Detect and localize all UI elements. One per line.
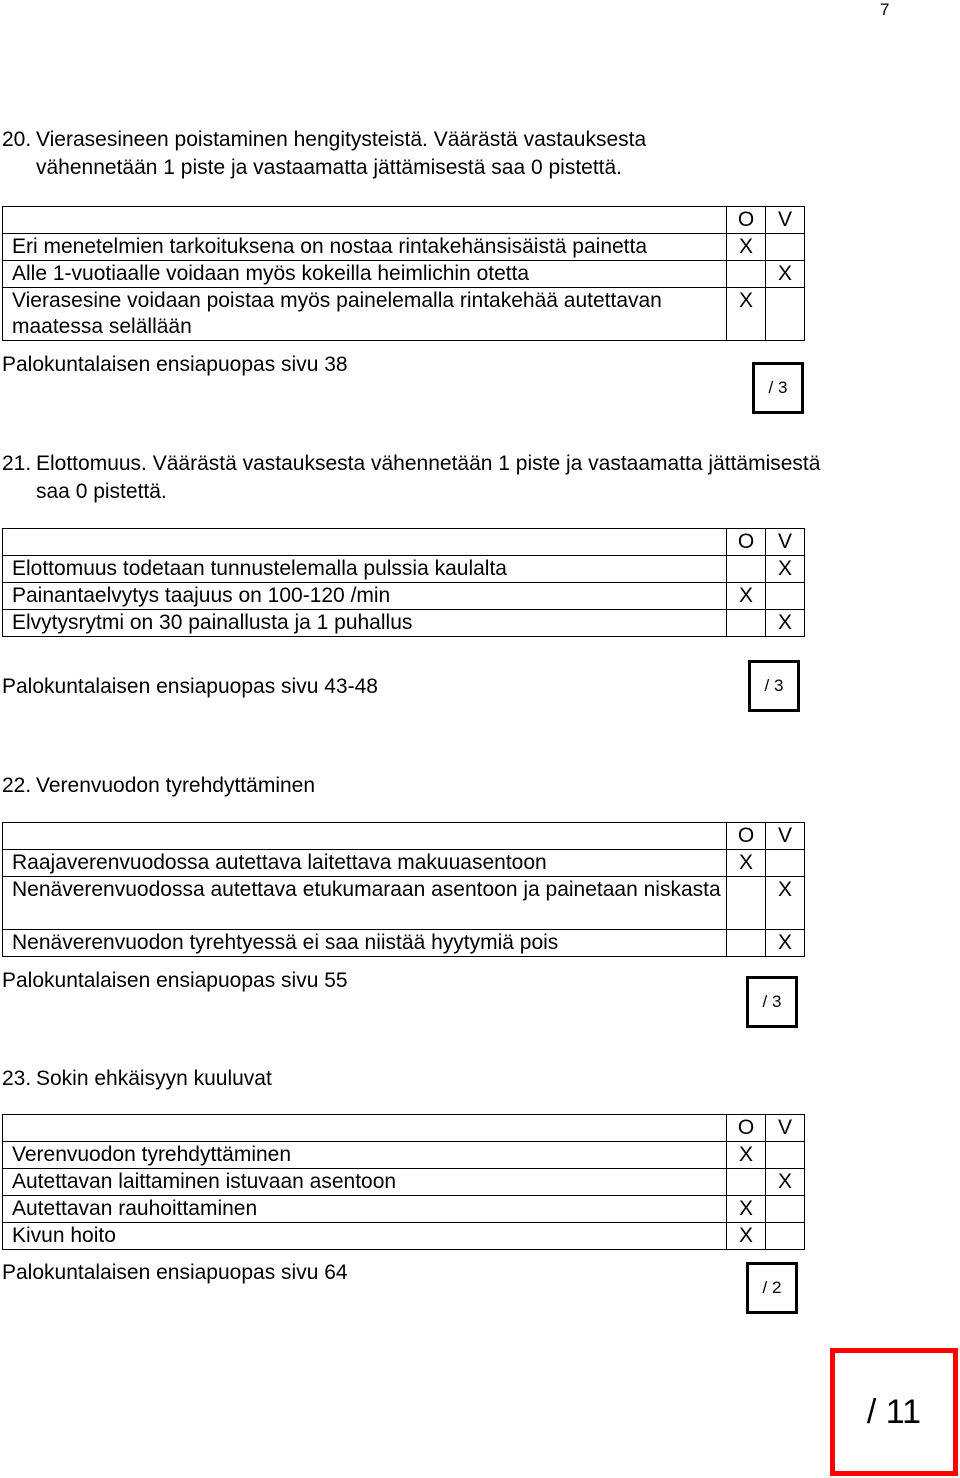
- question-number: 23.: [2, 1067, 32, 1090]
- answer-o: [727, 610, 766, 637]
- answer-v: X: [766, 1169, 805, 1196]
- answer-table: [2, 528, 805, 637]
- table-row: [3, 261, 805, 288]
- score-box: / 3: [752, 362, 804, 414]
- source-reference: Palokuntalaisen ensiapuopas sivu 55: [2, 969, 348, 992]
- statement: Nenäverenvuodossa autettava etukumaraan asentoon ja painetaan niskasta: [3, 877, 727, 930]
- answer-v: [766, 1142, 805, 1169]
- answer-o: X: [727, 583, 766, 610]
- answer-o: [727, 930, 766, 957]
- answer-o: [727, 877, 766, 930]
- table-row: [3, 556, 805, 583]
- answer-table: [2, 822, 805, 957]
- table-row: [3, 877, 805, 930]
- answer-o: X: [727, 234, 766, 261]
- statement: Verenvuodon tyrehdyttäminen: [3, 1142, 727, 1169]
- table-row: [3, 850, 805, 877]
- score-box: / 3: [746, 976, 798, 1028]
- question-number: 20.: [2, 128, 32, 151]
- answer-o: X: [727, 850, 766, 877]
- answer-v: X: [766, 556, 805, 583]
- statement: Vierasesine voidaan poistaa myös painelemalla rintakehää autettavan maatessa selällään: [3, 288, 727, 341]
- question-title: Elottomuus. Väärästä vastauksesta vähennetään 1 piste ja vastaamatta jättämisestä saa 0 pistettä.: [36, 452, 821, 503]
- table-row: [3, 234, 805, 261]
- question-title: Verenvuodon tyrehdyttäminen: [36, 774, 316, 797]
- page-number: 7: [880, 0, 890, 19]
- table-row: [3, 930, 805, 957]
- answer-v: [766, 850, 805, 877]
- table-header-blank: [3, 207, 727, 234]
- answer-o: X: [727, 1196, 766, 1223]
- answer-o: X: [727, 1223, 766, 1250]
- statement: Eri menetelmien tarkoituksena on nostaa rintakehänsisäistä painetta: [3, 234, 727, 261]
- table-header-blank: [3, 823, 727, 850]
- header-o: O: [727, 1115, 766, 1142]
- table-row: [3, 1196, 805, 1223]
- statement: Elvytysrytmi on 30 painallusta ja 1 puhallus: [3, 610, 727, 637]
- answer-v: [766, 1196, 805, 1223]
- answer-v: [766, 1223, 805, 1250]
- answer-o: [727, 1169, 766, 1196]
- question-title: Vierasesineen poistaminen hengitysteistä. Väärästä vastauksesta vähennetään 1 piste ja vastaamatta jättämisestä saa 0 pistettä.: [36, 128, 647, 179]
- table-row: [3, 288, 805, 341]
- question-number: 21.: [2, 452, 32, 475]
- answer-v: [766, 288, 805, 341]
- header-o: O: [727, 529, 766, 556]
- answer-o: X: [727, 288, 766, 341]
- answer-table: [2, 1114, 805, 1250]
- answer-v: X: [766, 610, 805, 637]
- source-reference: Palokuntalaisen ensiapuopas sivu 43-48: [2, 675, 378, 698]
- table-row: [3, 1142, 805, 1169]
- statement: Elottomuus todetaan tunnustelemalla pulssia kaulalta: [3, 556, 727, 583]
- table-row: [3, 1169, 805, 1196]
- source-reference: Palokuntalaisen ensiapuopas sivu 38: [2, 353, 348, 376]
- header-v: V: [766, 529, 805, 556]
- answer-table: [2, 206, 805, 341]
- answer-v: X: [766, 877, 805, 930]
- table-row: [3, 610, 805, 637]
- header-o: O: [727, 207, 766, 234]
- table-row: [3, 1223, 805, 1250]
- answer-v: [766, 234, 805, 261]
- answer-v: X: [766, 261, 805, 288]
- answer-v: X: [766, 930, 805, 957]
- total-score-box: / 11: [830, 1348, 958, 1476]
- score-box: / 3: [748, 660, 800, 712]
- answer-o: X: [727, 1142, 766, 1169]
- answer-o: [727, 556, 766, 583]
- header-o: O: [727, 823, 766, 850]
- statement: Raajaverenvuodossa autettava laitettava makuuasentoon: [3, 850, 727, 877]
- header-v: V: [766, 207, 805, 234]
- question-title: Sokin ehkäisyyn kuuluvat: [36, 1067, 272, 1090]
- statement: Kivun hoito: [3, 1223, 727, 1250]
- table-header-blank: [3, 529, 727, 556]
- header-v: V: [766, 823, 805, 850]
- answer-o: [727, 261, 766, 288]
- table-row: [3, 583, 805, 610]
- table-header-blank: [3, 1115, 727, 1142]
- answer-v: [766, 583, 805, 610]
- score-box: / 2: [746, 1262, 798, 1314]
- statement: Autettavan laittaminen istuvaan asentoon: [3, 1169, 727, 1196]
- statement: Autettavan rauhoittaminen: [3, 1196, 727, 1223]
- statement: Nenäverenvuodon tyrehtyessä ei saa niistää hyytymiä pois: [3, 930, 727, 957]
- question-number: 22.: [2, 774, 32, 797]
- statement: Alle 1-vuotiaalle voidaan myös kokeilla heimlichin otetta: [3, 261, 727, 288]
- source-reference: Palokuntalaisen ensiapuopas sivu 64: [2, 1261, 348, 1284]
- header-v: V: [766, 1115, 805, 1142]
- statement: Painantaelvytys taajuus on 100-120 /min: [3, 583, 727, 610]
